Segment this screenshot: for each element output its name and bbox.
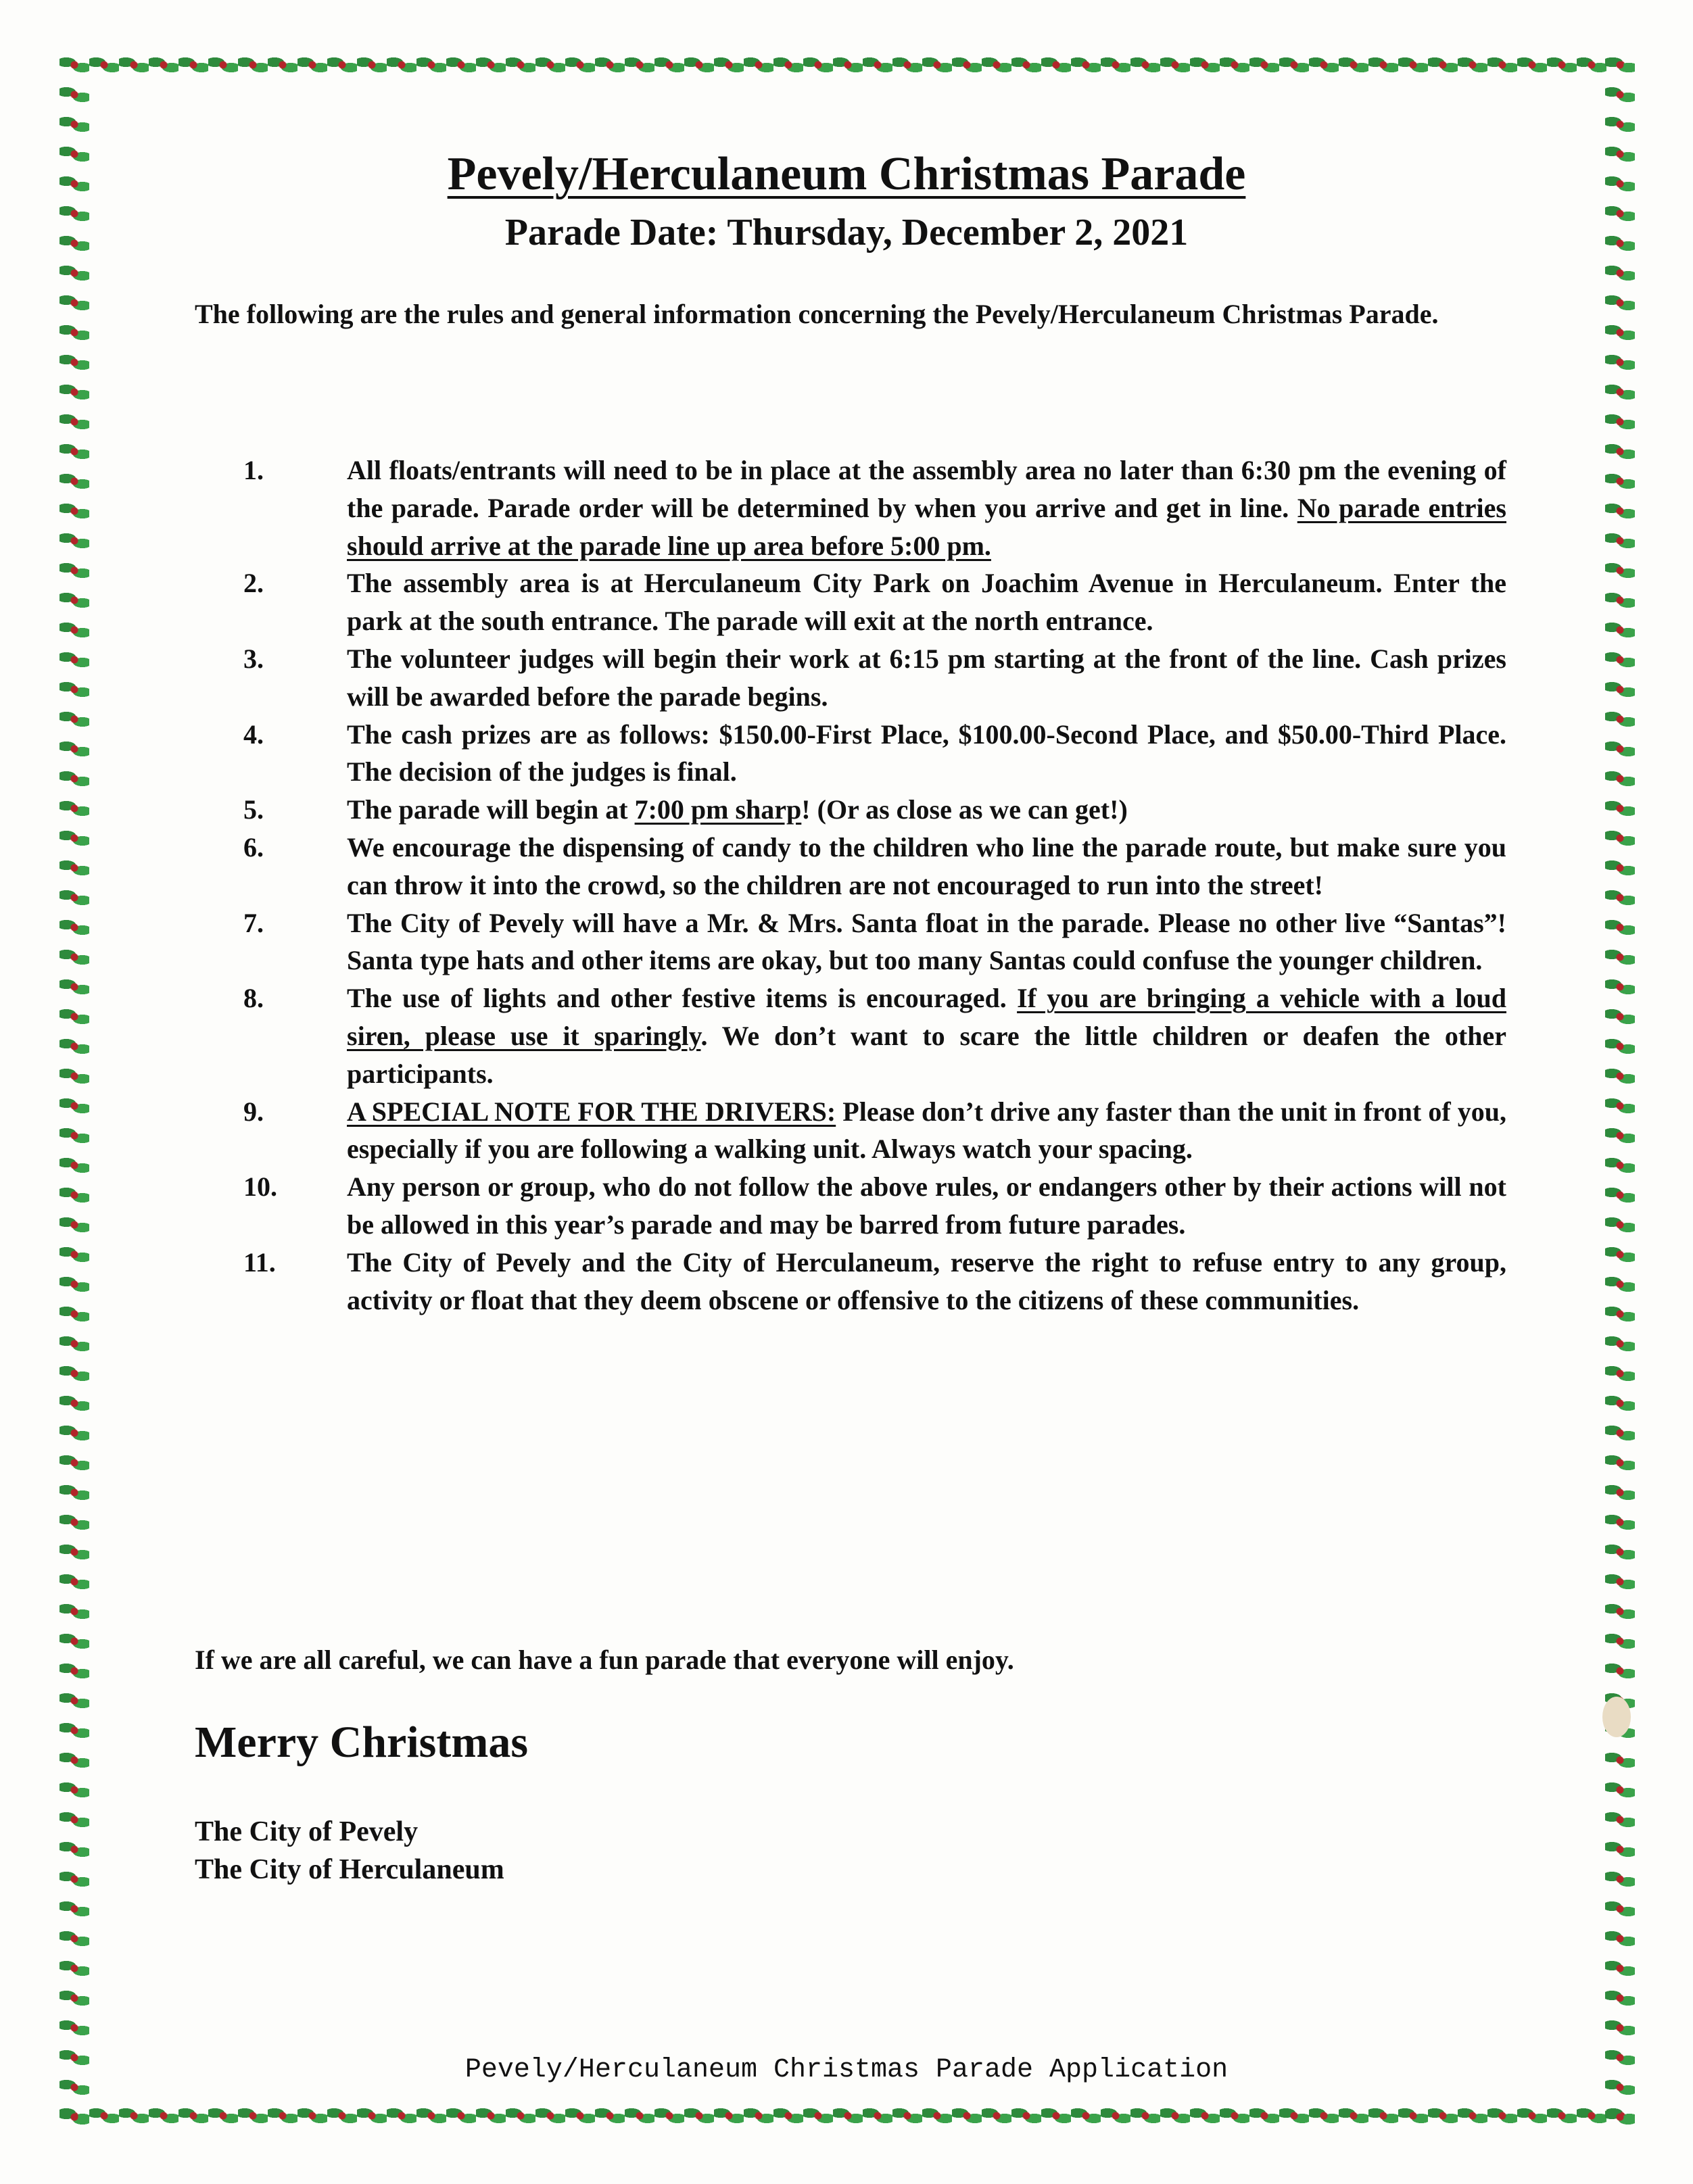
- footer-caption: Pevely/Herculaneum Christmas Parade Application: [464, 2055, 1229, 2085]
- rule-number: 2.: [243, 568, 264, 599]
- rule-text: The City of Pevely and the City of Herculaneum, reserve the right to refuse entry to any group, activity or float that they deem obscene or offensive to the citizens of these communities.: [347, 1246, 1506, 1315]
- rule-number: 10.: [243, 1171, 277, 1203]
- rule-number: 8.: [243, 983, 264, 1014]
- rule-item: [195, 904, 1506, 980]
- rule-number: 3.: [243, 643, 264, 674]
- rule-number: 4.: [243, 719, 264, 750]
- holly-border-right: [1605, 50, 1635, 2131]
- rule-text: A SPECIAL NOTE FOR THE DRIVERS: Please don’t drive any faster than the unit in front of you, especially if you are following a walking unit. Always watch your spacing.: [347, 1096, 1506, 1165]
- holly-border-top: [59, 50, 1635, 80]
- rule-text: The use of lights and other festive items is encouraged. If you are bringing a vehicle with a loud siren, please use it sparingly. We don’t want to scare the little children or deafen the other participants.: [347, 983, 1506, 1089]
- intro-paragraph: The following are the rules and general information concerning the Pevely/Herculaneum Christmas Parade.: [195, 299, 1439, 329]
- rules-list: [195, 452, 1506, 1319]
- rule-item: [195, 1093, 1506, 1169]
- rule-item: [195, 829, 1506, 904]
- rule-item: [195, 979, 1506, 1092]
- rule-number: 6.: [243, 831, 264, 863]
- parade-date: Parade Date: Thursday, December 2, 2021: [504, 212, 1189, 253]
- rule-item: [195, 452, 1506, 564]
- rule-text: The parade will begin at 7:00 pm sharp! (Or as close as we can get!): [347, 794, 1128, 825]
- rule-item: [195, 640, 1506, 716]
- closing-sentence: If we are all careful, we can have a fun parade that everyone will enjoy.: [195, 1645, 1014, 1675]
- rule-number: 7.: [243, 907, 264, 938]
- holly-border-bottom: [59, 2101, 1635, 2131]
- rule-item: [195, 716, 1506, 792]
- page-title: Pevely/Herculaneum Christmas Parade: [447, 148, 1246, 200]
- greeting-heading: Merry Christmas: [195, 1718, 529, 1767]
- holly-border-left: [59, 50, 89, 2131]
- rule-item: [195, 791, 1506, 829]
- rule-text: The assembly area is at Herculaneum City Park on Joachim Avenue in Herculaneum. Enter the park at the south entrance. The parade will exit at the north entrance.: [347, 568, 1506, 637]
- rule-item: [195, 1168, 1506, 1244]
- rule-text: We encourage the dispensing of candy to the children who line the parade route, but make sure you can throw it into the crowd, so the children are not encouraged to run into the street!: [347, 831, 1506, 900]
- rule-item: [195, 1244, 1506, 1319]
- signature-herculaneum: The City of Herculaneum: [195, 1854, 504, 1885]
- rule-text: Any person or group, who do not follow the above rules, or endangers other by their actions will not be allowed in this year’s parade and may be barred from future parades.: [347, 1171, 1506, 1240]
- rule-item: [195, 564, 1506, 640]
- rule-number: 11.: [243, 1246, 276, 1278]
- rule-number: 5.: [243, 794, 264, 825]
- rule-text: The City of Pevely will have a Mr. & Mrs. Santa float in the parade. Please no other live “Santas”! Santa type hats and other items are okay, but too many Santas could confuse the younger children.: [347, 907, 1506, 976]
- rule-text: The cash prizes are as follows: $150.00-First Place, $100.00-Second Place, and $50.00-Third Place. The decision of the judges is final.: [347, 719, 1506, 787]
- rule-number: 1.: [243, 455, 264, 485]
- rule-text: All floats/entrants will need to be in place at the assembly area no later than 6:30 pm the evening of the parade. Parade order will be determined by when you arrive and get in line. No parade entries should arrive at the parade line up area before 5:00 pm.: [347, 455, 1506, 561]
- rule-number: 9.: [243, 1096, 264, 1127]
- rule-text: The volunteer judges will begin their work at 6:15 pm starting at the front of the line. Cash prizes will be awarded before the parade begins.: [347, 643, 1506, 712]
- paper-stain: [1602, 1697, 1631, 1737]
- signature-pevely: The City of Pevely: [195, 1816, 419, 1847]
